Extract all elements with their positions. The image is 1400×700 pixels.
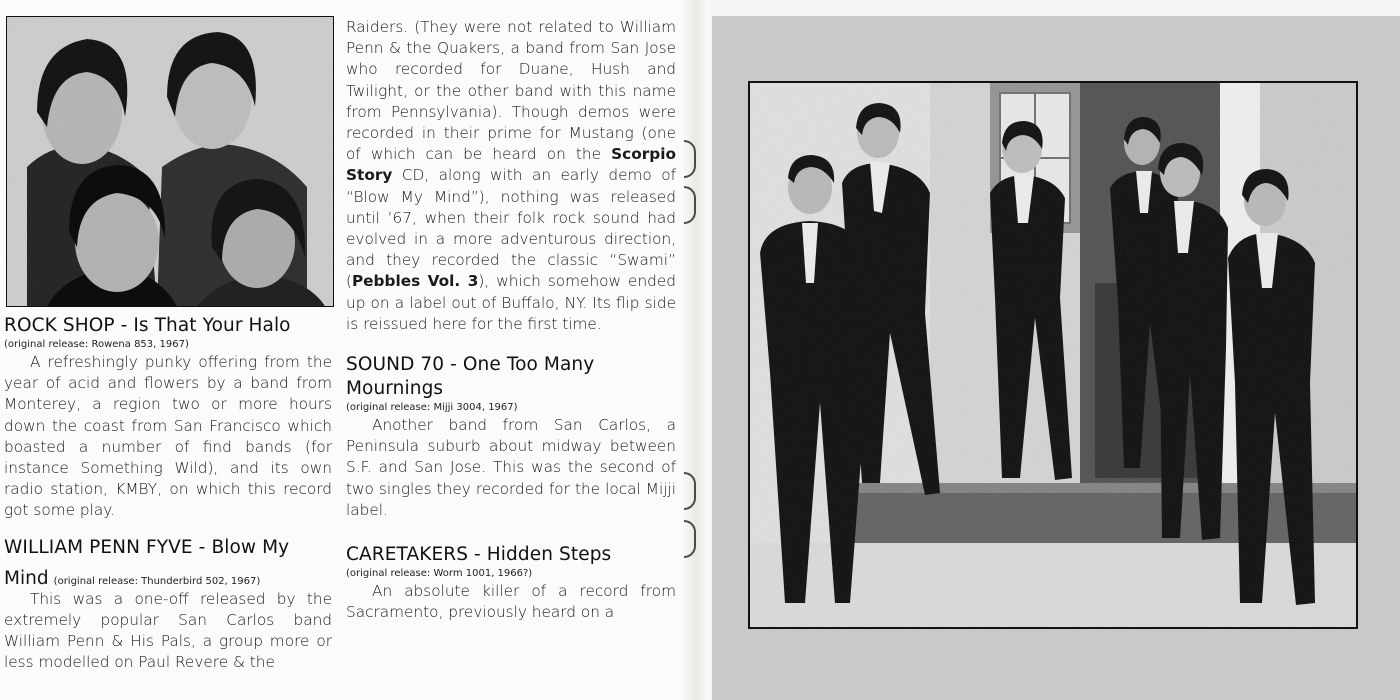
sound70-title-line2: Mournings [346,378,444,400]
rock-shop-title: ROCK SHOP - Is That Your Halo [4,315,291,336]
left-page [0,0,694,700]
staple-lower [684,472,696,510]
band-photo-four-members [6,16,334,307]
caretakers-title: CARETAKERS - Hidden Steps [346,544,612,566]
caretakers-body: An absolute killer of a record from Sacramento, previously heard on a [346,582,676,622]
sound70-release: (original release: Mijji 3004, 1967) [346,402,518,414]
column-1 [4,314,332,673]
column-2 [346,17,676,623]
sound70-body: Another band from San Carlos, a Peninsula suburb about midway between S.F. and San Jose. This was the second of two singles they recorded for the local Mijji label. [346,416,676,519]
staple-upper [684,186,696,224]
continued-text-3: ), which somehow ended up on a label out of Buffalo, NY. Its flip side is reissued here for the first time. [346,272,676,333]
rock-shop-release: (original release: Rowena 853, 1967) [4,339,189,350]
staple-top [684,140,696,178]
booklet-spine [684,0,710,700]
caretakers-release: (original release: Worm 1001, 1966?) [346,568,533,580]
william-penn-continued [346,17,676,335]
pebbles-vol3-title: Pebbles Vol. 3 [351,272,479,291]
scorpio-story-title: Scorpio Story [346,145,676,185]
continued-text-1: Raiders. (They were not related to William Penn & the Quakers, a band from San Jose who recorded for Duane, Hush and Twilight, or the other band with this name from Pennsylvania). Though demos were recorded in their prime for Mustang (one of which can be heard on the [346,18,676,164]
band-photo-six-members-leather [748,81,1358,629]
william-penn-title-line2: Mind [4,567,49,589]
sound70-title-line1: SOUND 70 - One Too Many [346,354,595,376]
william-penn-body: This was a one-off released by the extremely popular San Carlos band William Penn & His Pals, a group more or less modelled on Paul Revere & the [4,589,332,672]
william-penn-release: (original release: Thunderbird 502, 1967) [53,575,261,587]
continued-text-2: CD, along with an early demo of “Blow My Mind”), nothing was released until ’67, when their folk rock sound had evolved in a more adventurous direction, and they recorded the classic “Swami” ( [346,166,676,291]
william-penn-title-line2-row [4,568,332,589]
william-penn-title-line1: WILLIAM PENN FYVE - Blow My [4,536,290,558]
staple-bottom [684,520,696,558]
rock-shop-body: A refreshingly punky offering from the year of acid and flowers by a band from Monterey, a region two or more hours down the coast from San Francisco which boasted a number of find bands (for instance Something Wild), and its own radio station, KMBY, on which this record got some play. [4,353,332,520]
